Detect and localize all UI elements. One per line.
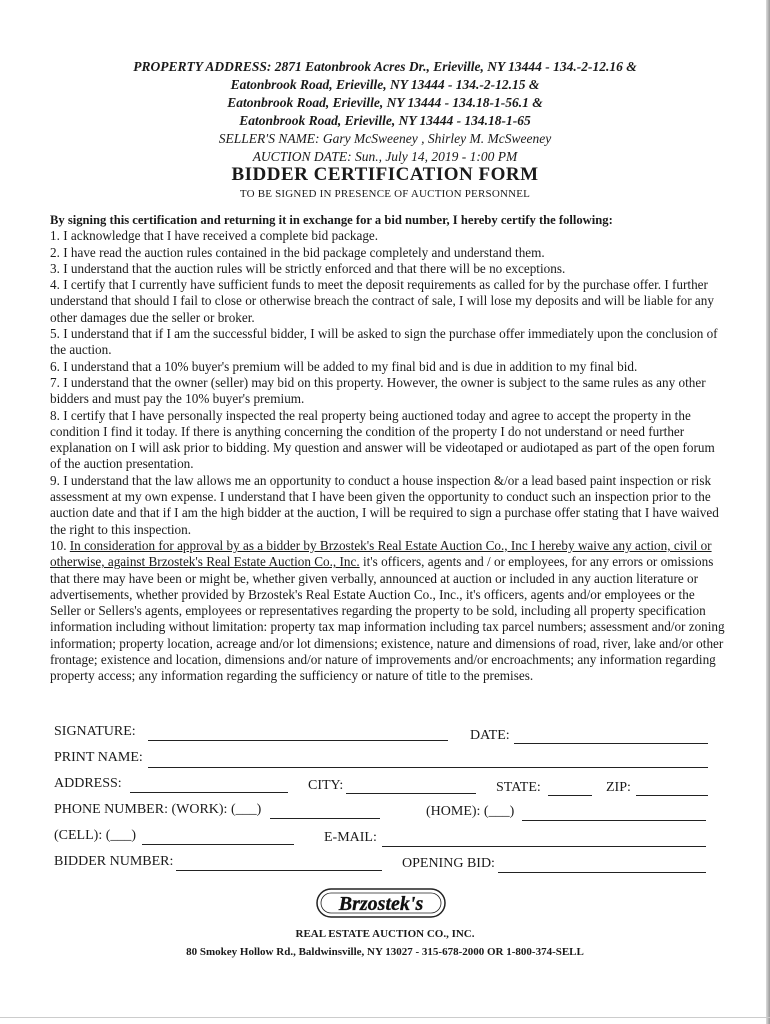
item-10-text: it's officers, agents and / or employees, for any errors or omissions that there may have been or might be, whether given verbally, announced at auction or included in any auction literature or advertisements, whether provided by Brzostek's Real Estate Auction Co., Inc., it's officers, agents and/or employees or the Seller or Sellers's agents, employees or representatives regarding the property to be sold, including all property specification information including without limitation: property tax map information including tax parcel numbers; assessment and/or zoning information; property location, acreage and/or lot dimensions; existence, nature and dimensions of road, river, lake and/or other frontage; existence and location, dimensions and/or nature of improvements and/or encroachments; any information regarding property access; any information regarding the sufficiency or nature of title to the premises. [50, 554, 725, 684]
property-address-line-4: Eatonbrook Road, Erieville, NY 13444 - 134.18-1-65 [239, 113, 531, 128]
property-address-line-2: Eatonbrook Road, Erieville, NY 13444 - 134.-2-12.15 & [230, 77, 540, 92]
phone-cell-label: (CELL): (___) [54, 828, 137, 843]
certification-item-8: 8. I certify that I have personally inspected the real property being auctioned today and agree to accept the property in the condition I find it today. If there is anything concerning the condition of the property I do not understand or need further explanation on I will ask prior to bidding. My question and answer will be videotaped or audiotaped as part of the open forum of the auction presentation. [50, 407, 715, 472]
city-field[interactable] [346, 793, 476, 794]
bidder-number-field[interactable] [176, 870, 382, 871]
company-name: REAL ESTATE AUCTION CO., INC. [295, 928, 475, 940]
waiver-underlined-text: In consideration for approval by as a bidder by Brzostek's Real Estate Auction Co., Inc I hereby waive any action, civil or otherwise, against Brzostek's Real Estate Auction Co., Inc. [50, 537, 712, 570]
phone-cell-field[interactable] [142, 844, 294, 845]
state-label: STATE: [496, 780, 541, 795]
page-edge-shadow [766, 0, 770, 1024]
opening-bid-field[interactable] [498, 872, 706, 873]
phone-work-label: PHONE NUMBER: (WORK): (___) [54, 802, 262, 817]
item-10-number: 10. [50, 537, 70, 553]
bidder-number-label: BIDDER NUMBER: [54, 854, 174, 869]
page-bottom-edge [0, 1017, 770, 1018]
certification-intro: By signing this certification and returning it in exchange for a bid number, I hereby certify the following: [50, 213, 613, 227]
property-address-line-3: Eatonbrook Road, Erieville, NY 13444 - 134.18-1-56.1 & [227, 95, 543, 110]
opening-bid-label: OPENING BID: [402, 856, 495, 871]
email-label: E-MAIL: [324, 830, 377, 845]
certification-item-2: 2. I have read the auction rules contained in the bid package completely and understand them. [50, 244, 545, 260]
phone-home-label: (HOME): (___) [426, 804, 515, 819]
print-name-label: PRINT NAME: [54, 750, 143, 765]
date-label: DATE: [470, 728, 510, 743]
phone-home-field[interactable] [522, 820, 706, 821]
signature-field[interactable] [148, 740, 448, 741]
certification-item-3: 3. I understand that the auction rules will be strictly enforced and that there will be no exceptions. [50, 260, 566, 276]
zip-field[interactable] [636, 795, 708, 796]
certification-item-7: 7. I understand that the owner (seller) may bid on this property. However, the owner is subject to the same rules as any other bidders and must pay the 10% buyer's premium. [50, 374, 706, 407]
signature-label: SIGNATURE: [54, 724, 136, 739]
date-field[interactable] [514, 743, 708, 744]
certification-item-4: 4. I certify that I currently have sufficient funds to meet the deposit requirements as called for by the purchase offer. I further understand that should I fail to close or otherwise breach the contract of sale, I will lose my deposits and will be liable for any other damages due the seller or broker. [50, 277, 714, 325]
company-address: 80 Smokey Hollow Rd., Baldwinsville, NY 13027 - 315-678-2000 OR 1-800-374-SELL [186, 946, 584, 958]
certification-item-1: 1. I acknowledge that I have received a complete bid package. [50, 228, 379, 244]
brzosteks-logo [315, 883, 447, 923]
auction-date: AUCTION DATE: Sun., July 14, 2019 - 1:00 PM [252, 149, 518, 164]
address-field[interactable] [130, 792, 288, 793]
city-label: CITY: [308, 778, 344, 793]
certification-body [50, 212, 726, 685]
page-title: BIDDER CERTIFICATION FORM [231, 164, 539, 185]
email-field[interactable] [382, 846, 706, 847]
certification-item-5: 5. I understand that if I am the successful bidder, I will be asked to sign the purchase offer immediately upon the conclusion of the auction. [50, 326, 718, 358]
page-subtitle: TO BE SIGNED IN PRESENCE OF AUCTION PERSONNEL [239, 188, 531, 200]
logo-text: Brzostek's [338, 893, 424, 915]
print-name-field[interactable] [148, 767, 708, 768]
address-label: ADDRESS: [54, 776, 122, 791]
certification-item-9: 9. I understand that the law allows me an opportunity to conduct a house inspection &/or a lead based paint inspection or risk assessment at my own expense. I understand that I have been given the opportunity to conduct such an inspection prior to the auction date and that if I am the high bidder at the auction, I will be required to sign a purchase offer stating that I have waived the right to this inspection. [50, 472, 719, 537]
certification-item-10 [50, 538, 726, 685]
zip-label: ZIP: [606, 780, 631, 795]
certification-item-6: 6. I understand that a 10% buyer's premium will be added to my final bid and is due in addition to my final bid. [50, 358, 638, 374]
state-field[interactable] [548, 795, 592, 796]
phone-work-field[interactable] [270, 818, 380, 819]
property-address-line-1: PROPERTY ADDRESS: 2871 Eatonbrook Acres Dr., Erieville, NY 13444 - 134.-2-12.16 & [133, 59, 637, 74]
seller-name: SELLER'S NAME: Gary McSweeney , Shirley M. McSweeney [218, 131, 552, 146]
